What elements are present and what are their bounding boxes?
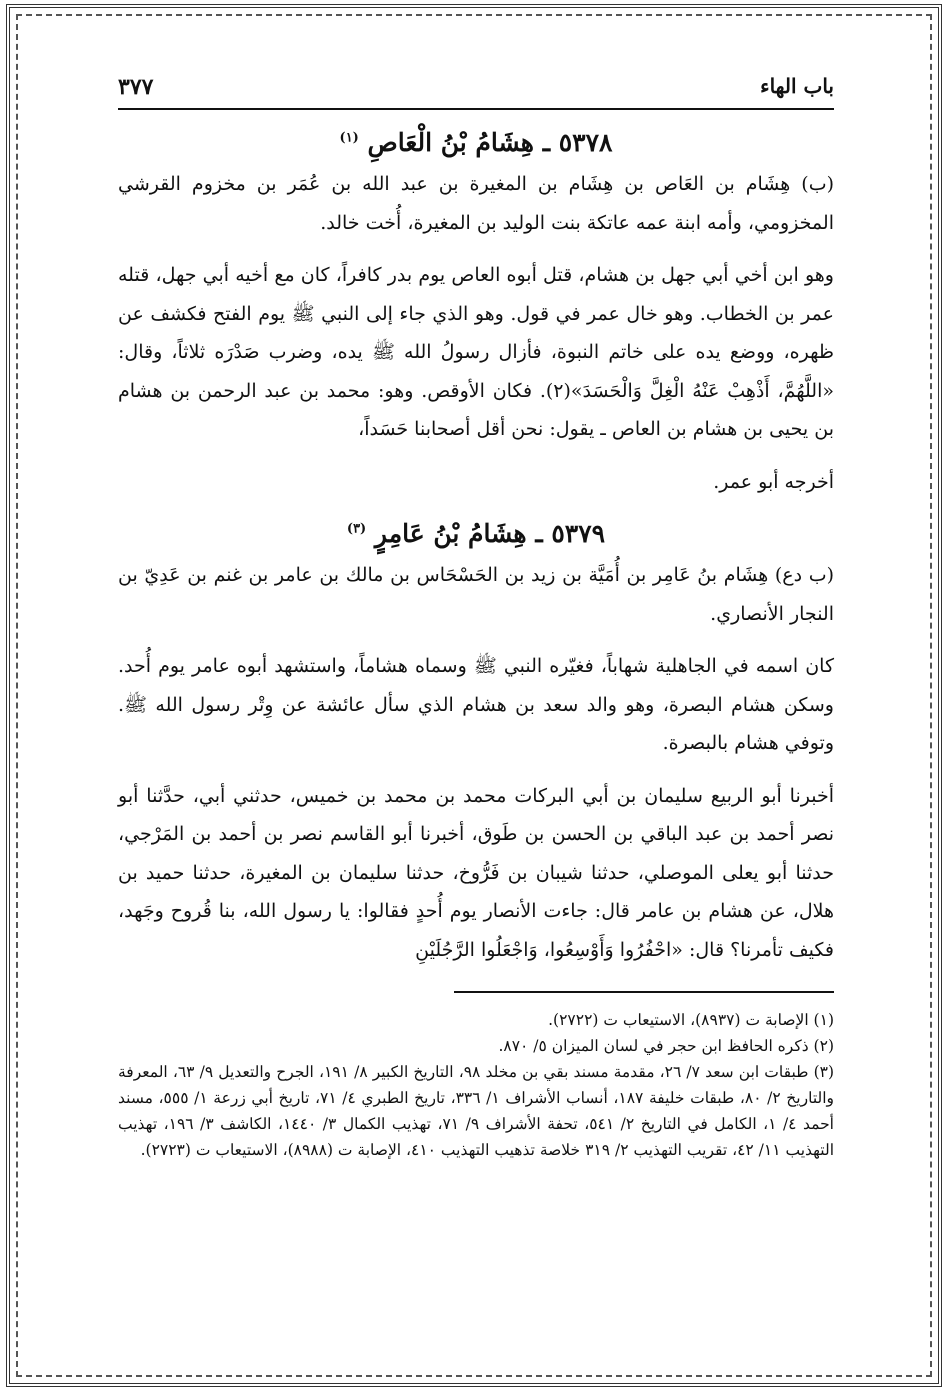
footnote-separator (454, 991, 834, 993)
entry-title-text: ٥٣٧٨ ـ هِشَامُ بْنُ الْعَاصِ (367, 128, 613, 157)
entry-5378 (118, 128, 834, 501)
entry-paragraph: أخبرنا أبو الربيع سليمان بن أبي البركات محمد بن محمد بن خميس، حدثني أبي، حدَّثنا أبو نصر أحمد بن عبد الباقي بن الحسن بن طَوق، أخبرنا أبو القاسم نصر بن أحمد بن المَرْجي، حدثنا أبو يعلى الموصلي، حدثنا شيبان بن فَرُّوخ، حدثنا سليمان بن المغيرة، حدثنا حميد بن هلال، عن هشام بن عامر قال: جاءت الأنصار يوم أُحدٍ فقالوا: يا رسول الله، بنا قُروح وجَهد، فكيف تأمرنا؟ قال: «احْفُرُوا وَأَوْسِعُوا، وَاجْعَلُوا الرَّجُلَيْنِ (118, 784, 834, 961)
footnote: (٢) ذكره الحافظ ابن حجر في لسان الميزان ٥/ ٨٧٠. (498, 1037, 834, 1055)
entry-paragraph: كان اسمه في الجاهلية شهاباً، فغيّره النبي ﷺ وسماه هشاماً، واستشهد أبوه عامر يوم أُحد. وسكن هشام البصرة، وهو والد سعد بن هشام الذي سأل عائشة عن وِتْر رسول الله ﷺ. وتوفي هشام بالبصرة. (118, 655, 834, 754)
entry-paragraph: أخرجه أبو عمر. (713, 470, 834, 493)
entry-5379 (118, 519, 834, 969)
footnote: (١) الإصابة ت (٨٩٣٧)، الاستيعاب ت (٢٧٢٢). (548, 1011, 834, 1029)
footnote-ref: (١) (339, 130, 359, 146)
book-page (118, 62, 834, 1163)
running-head: باب الهاء (760, 74, 834, 98)
entry-paragraph: (ب دع) هِشَام بنُ عَامِر بن أُمَيَّة بن زيد بن الحَسْحَاس بن مالك بن عامر بن غنم بن عَدِيّ بن النجار الأنصاري. (118, 564, 834, 625)
entry-title (118, 128, 834, 157)
entry-title-text: ٥٣٧٩ ـ هِشَامُ بْنُ عَامِرٍ (374, 519, 606, 548)
entry-paragraph: (ب) هِشَام بن العَاص بن هِشَام بن المغيرة بن عبد الله بن عُمَر بن مخزوم القرشي المخزومي، وأمه ابنة عمه عاتكة بنت الوليد بن المغيرة، أُخت خالد. (118, 173, 834, 234)
entry-title (118, 519, 834, 548)
footnote-ref: (٣) (346, 521, 367, 537)
page-number: ٣٧٧ (118, 74, 154, 100)
footnote: (٣) طبقات ابن سعد ٧/ ٢٦، مقدمة مسند بقي بن مخلد ٩٨، التاريخ الكبير ٨/ ١٩١، الجرح والتعديل ٩/ ٦٣، المعرفة والتاريخ ٢/ ٨٠، طبقات خليفة ١٨٧، أنساب الأشراف ١/ ٣٣٦، تاريخ الطبري ٤/ ٧١، تاريخ أبي زرعة ١/ ٥٥٥، مسند أحمد ٤/ ١، الكامل في التاريخ ٢/ ٥٤١، تحفة الأشراف ٩/ ٧١، تهذيب الكمال ٣/ ١٤٤٠، الكاشف ٣/ ١٩٦، تهذيب التهذيب ١١/ ٤٢، تقريب التهذيب ٢/ ٣١٩ خلاصة تذهيب التهذيب ٤١٠، الإصابة ت (٨٩٨٨)، الاستيعاب ت (٢٧٢٣). (118, 1063, 835, 1159)
page-header (118, 62, 834, 110)
entry-paragraph: وهو ابن أخي أبي جهل بن هشام، قتل أبوه العاص يوم بدر كافراً، كان مع أخيه أبي جهل، قتله عمر بن الخطاب. وهو خال عمر في قول. وهو الذي جاء إلى النبي ﷺ يوم الفتح فكشف عن ظهره، ووضع يده على خاتم النبوة، فأزال رسولُ الله ﷺ يده، وضرب صَدْرَه ثلاثاً، وقال: «اللَّهُمَّ، أَذْهِبْ عَنْهُ الْغِلَّ وَالْحَسَدَ»(٢). فكان الأوقص. وهو: محمد بن عبد الرحمن بن هشام بن يحيى بن هشام بن العاص ـ يقول: نحن أقل أصحابنا حَسَداً، (118, 264, 834, 440)
footnotes (118, 1007, 834, 1163)
